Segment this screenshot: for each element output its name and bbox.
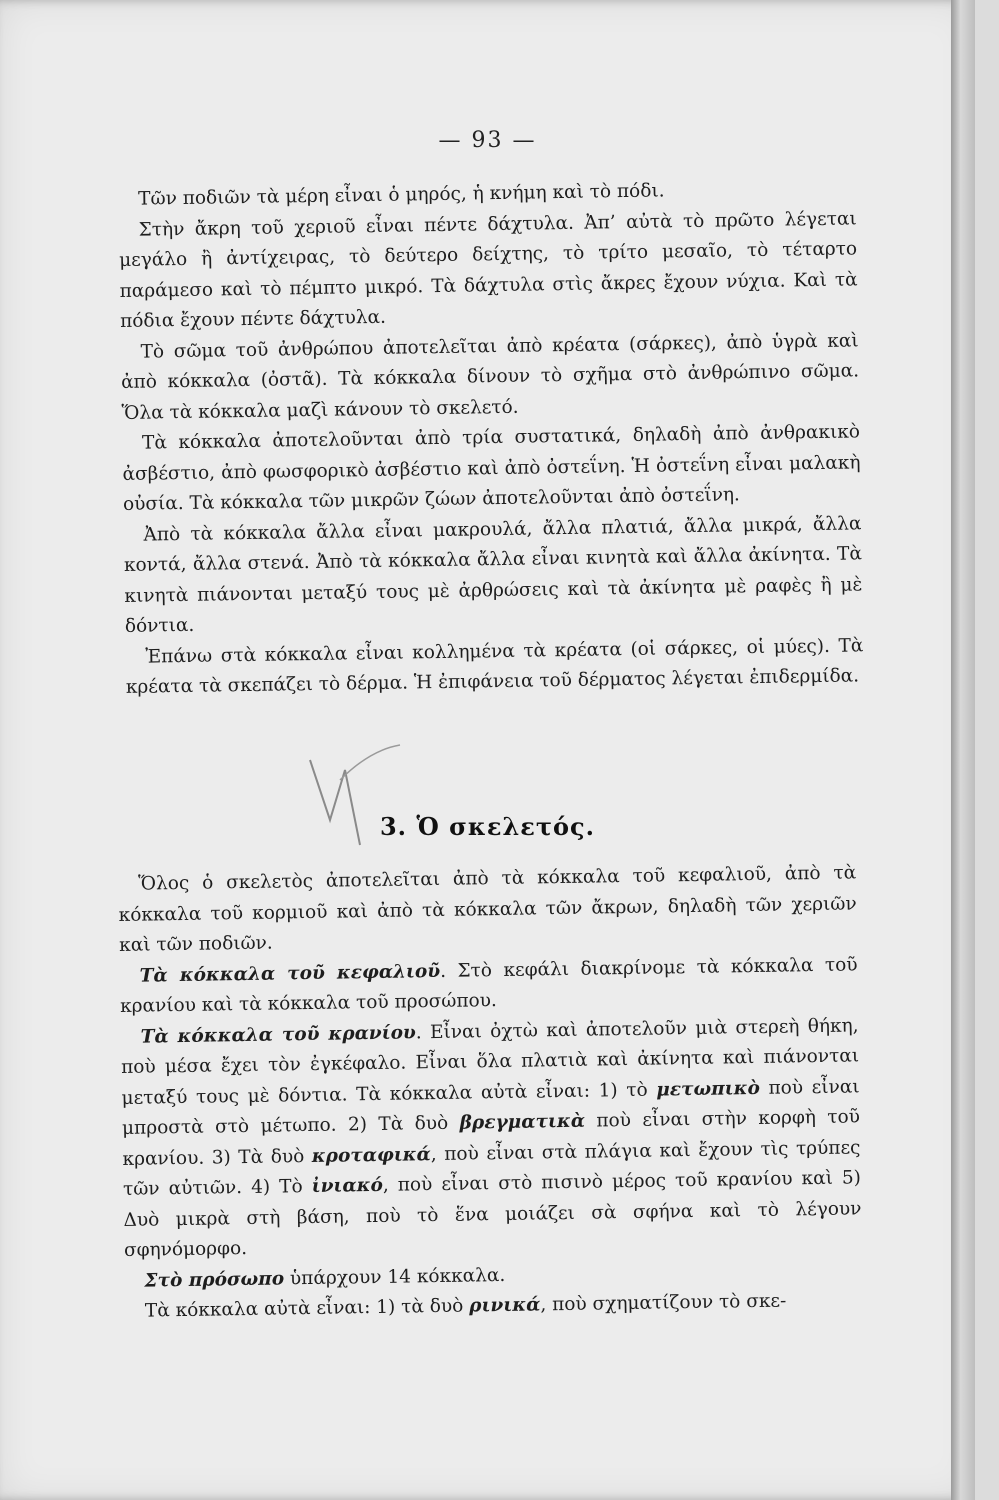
paragraph: Τῶν ποδιῶν τὰ μέρη εἶναι ὁ μηρός, ἡ κνήμη καὶ τὸ πόδι. [138,180,665,210]
paragraph: Ὅλος ὁ σκελετὸς ἀποτελεῖται ἀπὸ τὰ κόκκαλα τοῦ κεφαλιοῦ, ἀπὸ τὰ κόκκαλα τοῦ κορμιοῦ καὶ ἀπὸ τὰ κόκκαλα τῶν ἄκρων, δηλαδὴ τῶν χεριῶν καὶ τῶν ποδιῶν. [118,862,857,956]
paragraph: Ἀπὸ τὰ κόκκαλα ἄλλα εἶναι μακρουλά, ἄλλα πλατιά, ἄλλα μικρά, ἄλλα κοντά, ἄλλα στενά. Ἀπὸ τὰ κόκκαλα ἄλλα εἶναι κινητὰ καὶ ἄλλα ἀκίνητα. Τὰ κινητὰ πιάνονται μεταξύ τους μὲ ἀρθρώσεις καὶ τὰ ἀκίνητα μὲ ραφὲς ἢ μὲ δόντια. [123,512,863,637]
paragraph-text: Τὰ κόκκαλα αὐτὰ εἶναι: 1) τὰ δυὸ [144,1295,470,1322]
paragraph [120,1011,862,1267]
section-heading: 3. Ὁ σκελετός. [379,812,595,841]
paragraph: Τὰ κόκκαλα ἀποτελοῦνται ἀπὸ τρία συστατικά, δηλαδὴ ἀπὸ ἀνθρακικὸ ἀσβέστιο, ἀπὸ φωσφορικὸ ἀσβέστιο καὶ ἀπὸ ὀστεΐνη. Ἡ ὀστεΐνη εἶναι μαλακὴ οὐσία. Τὰ κόκκαλα τῶν μικρῶν ζώων ἀποτελοῦνται ἀπὸ ὀστεΐνη. [122,421,861,515]
paragraph-text: , ποὺ σχηματίζουν τὸ σκε- [540,1290,787,1316]
text-block-bottom [118,858,863,1327]
page-edge [951,0,975,1500]
paragraph-text: ὑπάρχουν 14 κόκκαλα. [283,1264,506,1289]
paragraph: Τὸ σῶμα τοῦ ἀνθρώπου ἀποτελεῖται ἀπὸ κρέατα (σάρκες), ἀπὸ ὑγρὰ καὶ ἀπὸ κόκκαλα (ὀστᾶ). Τὰ κόκκαλα δίνουν τὸ σχῆμα στὸ ἀνθρώπινο σῶμα. Ὅλα τὰ κόκκαλα μαζὶ κάνουν τὸ σκελετό. [120,329,860,424]
bold-term: ἰνιακό [311,1174,384,1197]
bold-term: βρεγματικὰ [459,1110,586,1134]
paragraph-text: , ποὺ εἶναι στὰ πλάγια καὶ ἔχουν τὶς τρύπες τῶν αὐτιῶν. 4) Τὸ [122,1136,861,1200]
text-block-top [118,173,864,703]
paragraph-text: , ποὺ εἶναι στὸ πισινὸ μέρος τοῦ κρανίου καὶ 5) Δυὸ μικρὰ στὴ βάση, ποὺ τὸ ἕνα μοιάζει σὰ σφήνα καὶ τὸ λέγουν σφηνόμορφο. [123,1167,862,1261]
paragraph-text: ποὺ εἶναι μπροστὰ στὸ μέτωπο. 2) Τὰ δυὸ [121,1075,860,1139]
bold-term: Στὸ πρόσωπο [144,1267,285,1292]
paragraph: Στὴν ἄκρη τοῦ χεριοῦ εἶναι πέντε δάχτυλα. Ἀπ’ αὐτὰ τὸ πρῶτο λέγεται μεγάλο ἢ ἀντίχειρας, τὸ δεύτερο δείχτης, τὸ τρίτο μεσαῖο, τὸ τέταρτο παράμεσο καὶ τὸ πέμπτο μικρό. Τὰ δάχτυλα στὶς ἄκρες ἔχουν νύχια. Καὶ τὰ πόδια ἔχουν πέντε δάχτυλα. [119,207,858,332]
bold-term: ρινικά [469,1294,541,1317]
paragraph: Ἐπάνω στὰ κόκκαλα εἶναι κολλημένα τὰ κρέατα (οἱ σάρκες, οἱ μύες). Τὰ κρέατα τὰ σκεπάζει τὸ δέρμα. Ἡ ἐπιφάνεια τοῦ δέρματος λέγεται ἐπιδερμίδα. [125,634,864,698]
pencil-mark-icon [300,740,420,860]
bold-term: Τὰ κόκκαλα τοῦ κεφαλιοῦ [139,960,441,987]
bold-term: μετωπικὸ [656,1077,761,1101]
paragraph-text: . Εἶναι ὀχτὼ καὶ ἀποτελοῦν μιὰ στερεὴ θήκη, ποὺ μέσα ἔχει τὸν ἐγκέφαλο. Εἶναι ὅλα πλατιὰ καὶ ἀκίνητα καὶ πιάνονται μεταξύ τους μὲ δόντια. Τὰ κόκκαλα αὐτὰ εἶναι: 1) τὸ [120,1014,860,1109]
bold-term: Τὰ κόκκαλα τοῦ κρανίου [140,1021,416,1048]
paragraph-text: ποὺ εἶναι στὴν κορφὴ τοῦ κρανίου. 3) Τὰ δυὸ [122,1106,861,1170]
page-number: — 93 — [438,128,537,153]
paragraph-text: . Στὸ κεφάλι διακρίνομε τὰ κόκκαλα τοῦ κρανίου καὶ τὰ κόκκαλα τοῦ προσώπου. [119,953,858,1017]
bold-term: κροταφικά [311,1143,431,1167]
paragraph [119,950,858,1023]
